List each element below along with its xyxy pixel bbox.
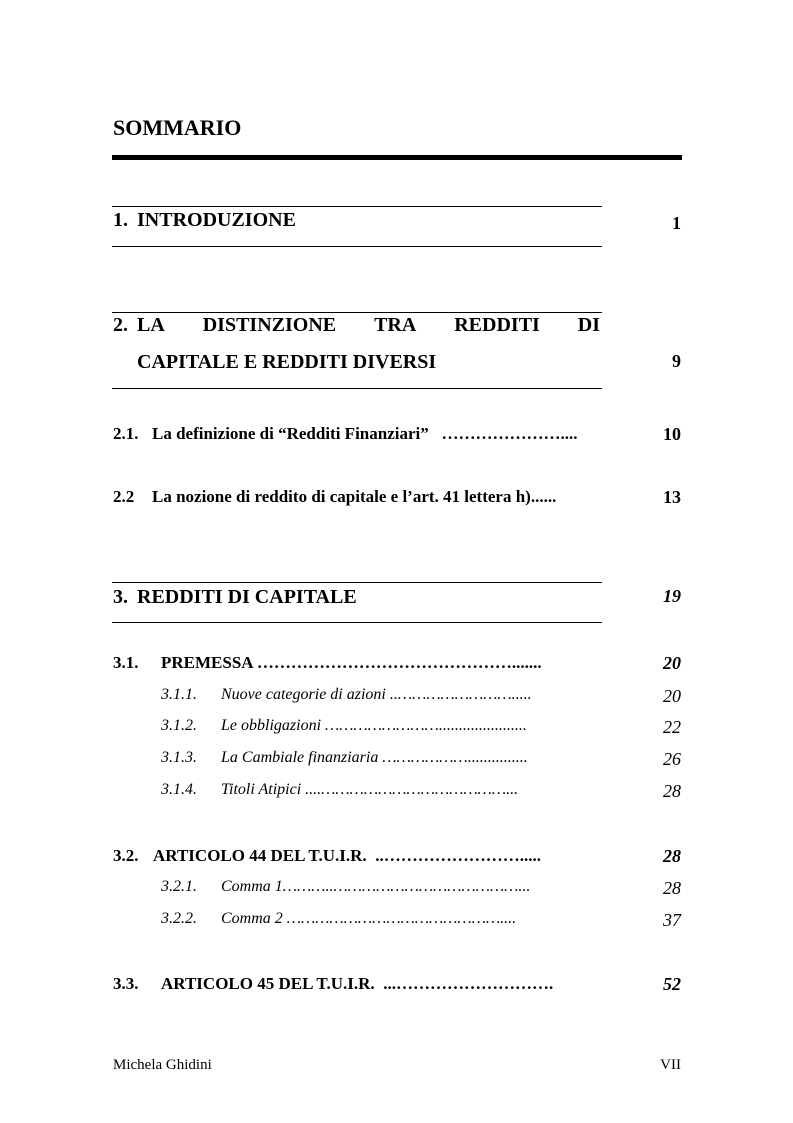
section-2-1-page: 10 [663, 424, 681, 444]
leader-dots: ...………………………. [383, 974, 554, 993]
leader-dots: ..……………………..... [389, 686, 532, 703]
chapter-2-word: LA [137, 314, 165, 336]
page-title: SOMMARIO [113, 115, 242, 140]
subsection-title: Comma 1………..…………………………………... [221, 878, 531, 895]
chapter-2-num: 2. [113, 314, 128, 336]
subsection-title: Nuove categorie di azioni ..……………………..... [221, 686, 532, 703]
divider [112, 206, 602, 207]
chapter-2-word: DISTINZIONE [202, 314, 337, 336]
subsection-page: 26 [663, 749, 681, 769]
section-3-2-title: ARTICOLO 44 DEL T.U.I.R. ..……………………..... [153, 846, 541, 865]
divider [112, 582, 602, 583]
chapter-3-title: REDDITI DI CAPITALE [137, 586, 357, 608]
divider [112, 622, 602, 623]
section-2-1-num: 2.1. [113, 424, 139, 443]
chapter-2-word: TRA [374, 314, 417, 336]
section-3-1-num: 3.1. [113, 653, 139, 672]
subsection-title: Titoli Atipici ....…………………………………... [221, 781, 519, 798]
section-2-2-num: 2.2 [113, 487, 135, 506]
subsection-num: 3.1.1. [161, 686, 197, 703]
chapter-1-num: 1. [113, 209, 128, 231]
chapter-2-word: DI [577, 314, 600, 336]
section-3-3-num: 3.3. [113, 974, 139, 993]
section-3-2-num: 3.2. [113, 846, 139, 865]
footer-page-number: VII [660, 1057, 681, 1073]
subsection-page: 28 [663, 878, 681, 898]
leader-dots: ………………………………………....... [256, 653, 542, 672]
leader-dots: ………………............... [382, 749, 528, 766]
subsection-page: 37 [663, 910, 681, 930]
chapter-2-title-line1 [137, 314, 600, 337]
subsection-num: 3.2.2. [161, 910, 197, 927]
section-2-1-title: La definizione di “Redditi Finanziari” ………………….... [152, 424, 578, 443]
chapter-3-page: 19 [663, 586, 681, 606]
section-3-3-title: ARTICOLO 45 DEL T.U.I.R. ...………………………. [161, 974, 554, 993]
leader-dots: ……………………...................... [325, 717, 527, 734]
leader-dots: ..……………………..... [375, 846, 541, 865]
leader-dots: ……………………………………….... [286, 910, 517, 927]
subsection-page: 20 [663, 686, 681, 706]
subsection-page: 28 [663, 781, 681, 801]
chapter-3-num: 3. [113, 586, 128, 608]
chapter-2-page: 9 [672, 351, 681, 371]
subsection-title: La Cambiale finanziaria ………………............... [221, 749, 528, 766]
section-3-3-page: 52 [663, 974, 681, 994]
chapter-2-word: REDDITI [454, 314, 540, 336]
divider [112, 246, 602, 247]
subsection-num: 3.1.4. [161, 781, 197, 798]
chapter-1-page: 1 [672, 213, 681, 233]
title-rule [112, 155, 682, 160]
leader-dots: ....…………………………………... [305, 781, 519, 798]
divider [112, 312, 602, 313]
subsection-num: 3.1.2. [161, 717, 197, 734]
subsection-page: 22 [663, 717, 681, 737]
subsection-num: 3.2.1. [161, 878, 197, 895]
leader-dots: ………..…………………………………... [282, 878, 531, 895]
section-3-1-title: PREMESSA ………………………………………....... [161, 653, 542, 672]
section-2-2-page: 13 [663, 487, 681, 507]
leader-dots: ………………….... [441, 424, 578, 443]
section-2-2-title: La nozione di reddito di capitale e l’art. 41 lettera h)...... [152, 487, 557, 506]
subsection-title: Le obbligazioni ……………………...................... [221, 717, 527, 734]
subsection-num: 3.1.3. [161, 749, 197, 766]
divider [112, 388, 602, 389]
chapter-1-title: INTRODUZIONE [137, 209, 296, 231]
subsection-title: Comma 2 ……………………………………….... [221, 910, 517, 927]
footer-author: Michela Ghidini [113, 1057, 212, 1073]
section-3-2-page: 28 [663, 846, 681, 866]
section-3-1-page: 20 [663, 653, 681, 673]
chapter-2-title-line2: CAPITALE E REDDITI DIVERSI [137, 351, 437, 373]
